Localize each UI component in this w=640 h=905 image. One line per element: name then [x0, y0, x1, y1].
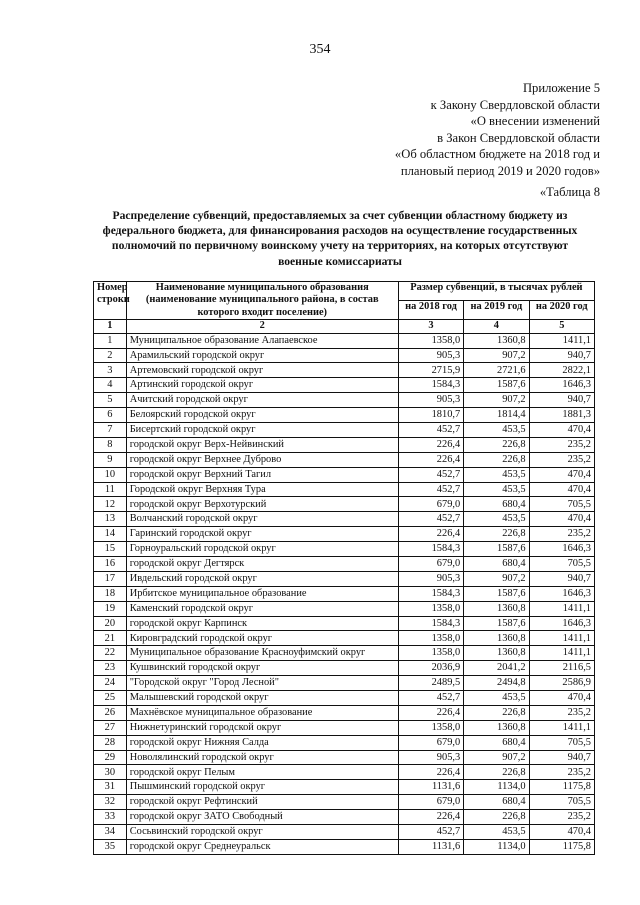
appendix-line: к Закону Свердловской области	[430, 97, 600, 112]
header-year-2020: на 2020 год	[529, 301, 594, 320]
subsidy-2020: 1411,1	[529, 720, 594, 735]
subsidy-2019: 1360,8	[464, 720, 529, 735]
subsidy-2020: 2822,1	[529, 363, 594, 378]
row-number: 21	[94, 631, 127, 646]
table-row	[94, 720, 595, 735]
municipality-name: городской округ Рефтинский	[126, 795, 398, 810]
header-year-2019: на 2019 год	[464, 301, 529, 320]
appendix-line: в Закон Свердловской области	[437, 130, 600, 145]
municipality-name: городской округ Верхнее Дуброво	[126, 452, 398, 467]
row-number: 14	[94, 527, 127, 542]
subsidy-2020: 705,5	[529, 795, 594, 810]
row-number: 4	[94, 378, 127, 393]
subsidy-2018: 1584,3	[398, 378, 463, 393]
row-number: 10	[94, 467, 127, 482]
municipality-name: городской округ Верх-Нейвинский	[126, 437, 398, 452]
subsidy-2019: 226,8	[464, 765, 529, 780]
municipality-name: Арамильский городской округ	[126, 348, 398, 363]
table-row	[94, 437, 595, 452]
row-number: 22	[94, 646, 127, 661]
subsidy-2020: 1411,1	[529, 333, 594, 348]
subsidy-2020: 235,2	[529, 705, 594, 720]
page-number: 354	[309, 42, 331, 57]
row-number: 26	[94, 705, 127, 720]
municipality-name: Городской округ Верхняя Тура	[126, 482, 398, 497]
row-number: 9	[94, 452, 127, 467]
subsidy-2018: 226,4	[398, 705, 463, 720]
subsidy-2020: 1411,1	[529, 601, 594, 616]
table-row	[94, 497, 595, 512]
subsidy-2019: 1814,4	[464, 408, 529, 423]
table-row	[94, 586, 595, 601]
municipality-name: городской округ Дегтярск	[126, 556, 398, 571]
row-number: 23	[94, 661, 127, 676]
subsidy-2020: 940,7	[529, 571, 594, 586]
subsidy-2020: 1646,3	[529, 586, 594, 601]
row-number: 18	[94, 586, 127, 601]
subsidy-2018: 1358,0	[398, 646, 463, 661]
subsidy-2020: 2586,9	[529, 676, 594, 691]
table-body	[94, 333, 595, 854]
subsidy-2018: 452,7	[398, 825, 463, 840]
table-row	[94, 676, 595, 691]
municipality-name: Каменский городской округ	[126, 601, 398, 616]
table-row	[94, 393, 595, 408]
subsidy-2018: 679,0	[398, 556, 463, 571]
subsidy-2018: 905,3	[398, 571, 463, 586]
row-number: 12	[94, 497, 127, 512]
municipality-name: городской округ Верхотурский	[126, 497, 398, 512]
municipality-name: городской округ Пелым	[126, 765, 398, 780]
municipality-name: Волчанский городской округ	[126, 512, 398, 527]
column-index: 3	[398, 320, 463, 333]
subsidy-2020: 1646,3	[529, 542, 594, 557]
subsidy-2018: 1584,3	[398, 542, 463, 557]
row-number: 20	[94, 616, 127, 631]
subsidy-2018: 226,4	[398, 452, 463, 467]
row-number: 11	[94, 482, 127, 497]
table-row	[94, 348, 595, 363]
subsidy-2018: 1358,0	[398, 601, 463, 616]
row-number: 25	[94, 691, 127, 706]
row-number: 8	[94, 437, 127, 452]
row-number: 33	[94, 810, 127, 825]
municipality-name: городской округ Нижняя Салда	[126, 735, 398, 750]
table-row	[94, 333, 595, 348]
municipality-name: городской округ Среднеуральск	[126, 839, 398, 854]
subsidy-2019: 2494,8	[464, 676, 529, 691]
subsidy-2018: 1810,7	[398, 408, 463, 423]
row-number: 13	[94, 512, 127, 527]
appendix-line: плановый период 2019 и 2020 годов»	[400, 163, 600, 178]
header-row-number: Номер строки	[94, 282, 127, 320]
row-number: 35	[94, 839, 127, 854]
table-row	[94, 795, 595, 810]
subsidy-2020: 940,7	[529, 750, 594, 765]
subsidy-2019: 1360,8	[464, 601, 529, 616]
subsidy-2020: 470,4	[529, 512, 594, 527]
appendix-line: «Об областном бюджете на 2018 год и	[394, 147, 600, 162]
municipality-name: Артинский городской округ	[126, 378, 398, 393]
table-row	[94, 571, 595, 586]
table-row	[94, 661, 595, 676]
table-label: «Таблица 8	[539, 185, 600, 199]
subsidy-2019: 907,2	[464, 750, 529, 765]
municipality-name: Сосьвинский городской округ	[126, 825, 398, 840]
subsidy-2018: 905,3	[398, 393, 463, 408]
subsidy-2020: 940,7	[529, 393, 594, 408]
subsidy-2019: 680,4	[464, 735, 529, 750]
subsidy-2018: 452,7	[398, 482, 463, 497]
header-year-2018: на 2018 год	[398, 301, 463, 320]
municipality-name: Ивдельский городской округ	[126, 571, 398, 586]
subsidy-2018: 1358,0	[398, 720, 463, 735]
subsidy-2019: 1587,6	[464, 586, 529, 601]
row-number: 6	[94, 408, 127, 423]
header-subsidy-size: Размер субвенций, в тысячах рублей	[398, 282, 594, 301]
subsidy-2019: 907,2	[464, 571, 529, 586]
subsidy-2020: 1646,3	[529, 378, 594, 393]
row-number: 19	[94, 601, 127, 616]
table-row	[94, 408, 595, 423]
appendix-line: Приложение 5	[522, 81, 600, 95]
subsidy-2019: 226,8	[464, 810, 529, 825]
subsidy-2018: 2489,5	[398, 676, 463, 691]
table-row	[94, 527, 595, 542]
table-row	[94, 422, 595, 437]
subsidy-2020: 470,4	[529, 482, 594, 497]
subsidy-2020: 235,2	[529, 452, 594, 467]
subsidy-table	[93, 281, 595, 855]
municipality-name: городской округ ЗАТО Свободный	[126, 810, 398, 825]
subsidy-2019: 226,8	[464, 527, 529, 542]
subsidy-2018: 1358,0	[398, 333, 463, 348]
row-number: 31	[94, 780, 127, 795]
row-number: 28	[94, 735, 127, 750]
subsidy-2018: 452,7	[398, 422, 463, 437]
row-number: 34	[94, 825, 127, 840]
subsidy-2019: 2041,2	[464, 661, 529, 676]
appendix-line: «О внесении изменений	[470, 114, 600, 129]
row-number: 16	[94, 556, 127, 571]
subsidy-2019: 1360,8	[464, 646, 529, 661]
row-number: 29	[94, 750, 127, 765]
municipality-name: Бисертский городской округ	[126, 422, 398, 437]
table-row	[94, 839, 595, 854]
subsidy-2018: 226,4	[398, 810, 463, 825]
column-index: 5	[529, 320, 594, 333]
subsidy-2019: 680,4	[464, 556, 529, 571]
table-row	[94, 616, 595, 631]
subsidy-2018: 226,4	[398, 527, 463, 542]
subsidy-2020: 705,5	[529, 735, 594, 750]
subsidy-2020: 470,4	[529, 825, 594, 840]
row-number: 30	[94, 765, 127, 780]
column-index-row	[94, 320, 595, 333]
subsidy-2018: 1131,6	[398, 780, 463, 795]
subsidy-2019: 2721,6	[464, 363, 529, 378]
table-row	[94, 825, 595, 840]
row-number: 32	[94, 795, 127, 810]
subsidy-2019: 680,4	[464, 795, 529, 810]
subsidy-2018: 679,0	[398, 795, 463, 810]
table-row	[94, 691, 595, 706]
subsidy-2020: 235,2	[529, 765, 594, 780]
subsidy-2018: 452,7	[398, 512, 463, 527]
table-row	[94, 452, 595, 467]
subsidy-2019: 453,5	[464, 512, 529, 527]
table-row	[94, 556, 595, 571]
subsidy-2020: 1175,8	[529, 839, 594, 854]
table-row	[94, 378, 595, 393]
row-number: 2	[94, 348, 127, 363]
subsidy-2020: 1881,3	[529, 408, 594, 423]
subsidy-2020: 470,4	[529, 422, 594, 437]
subsidy-2018: 226,4	[398, 437, 463, 452]
subsidy-2018: 2036,9	[398, 661, 463, 676]
municipality-name: Пышминский городской округ	[126, 780, 398, 795]
municipality-name: городской округ Верхний Тагил	[126, 467, 398, 482]
municipality-name: Малышевский городской округ	[126, 691, 398, 706]
subsidy-2018: 679,0	[398, 497, 463, 512]
subsidy-2018: 1584,3	[398, 586, 463, 601]
table-row	[94, 705, 595, 720]
column-index: 4	[464, 320, 529, 333]
row-number: 27	[94, 720, 127, 735]
subsidy-2020: 235,2	[529, 810, 594, 825]
subsidy-2019: 226,8	[464, 437, 529, 452]
subsidy-2019: 453,5	[464, 482, 529, 497]
row-number: 3	[94, 363, 127, 378]
table-row	[94, 601, 595, 616]
subsidy-2019: 453,5	[464, 825, 529, 840]
municipality-name: Гаринский городской округ	[126, 527, 398, 542]
subsidy-2019: 453,5	[464, 422, 529, 437]
subsidy-2018: 1584,3	[398, 616, 463, 631]
municipality-name: Муниципальное образование Алапаевское	[126, 333, 398, 348]
municipality-name: Горноуральский городской округ	[126, 542, 398, 557]
municipality-name: Ирбитское муниципальное образование	[126, 586, 398, 601]
document-title: Распределение субвенций, предоставляемых за счет субвенции областному бюджету из федерального бюджета, для финансирования расходов на осуществление государственных полномочий по первичному воинскому учету на территориях, на которых отсутствуют военные комиссариаты	[102, 209, 578, 268]
subsidy-2020: 705,5	[529, 556, 594, 571]
table-row	[94, 482, 595, 497]
subsidy-2018: 1131,6	[398, 839, 463, 854]
subsidy-2020: 2116,5	[529, 661, 594, 676]
table-row	[94, 646, 595, 661]
table-row	[94, 810, 595, 825]
subsidy-2019: 226,8	[464, 452, 529, 467]
municipality-name: "Городской округ "Город Лесной"	[126, 676, 398, 691]
municipality-name: Ачитский городской округ	[126, 393, 398, 408]
subsidy-2019: 1360,8	[464, 333, 529, 348]
subsidy-2018: 1358,0	[398, 631, 463, 646]
row-number: 15	[94, 542, 127, 557]
row-number: 17	[94, 571, 127, 586]
subsidy-2020: 470,4	[529, 467, 594, 482]
row-number: 24	[94, 676, 127, 691]
subsidy-2019: 453,5	[464, 467, 529, 482]
municipality-name: Кушвинский городской округ	[126, 661, 398, 676]
table-row	[94, 780, 595, 795]
subsidy-2019: 1587,6	[464, 542, 529, 557]
subsidy-2018: 679,0	[398, 735, 463, 750]
subsidy-2018: 452,7	[398, 691, 463, 706]
table-row	[94, 467, 595, 482]
subsidy-2020: 1175,8	[529, 780, 594, 795]
municipality-name: Нижнетуринский городской округ	[126, 720, 398, 735]
table-row	[94, 631, 595, 646]
table-row	[94, 765, 595, 780]
table-row	[94, 363, 595, 378]
subsidy-2018: 226,4	[398, 765, 463, 780]
subsidy-2019: 907,2	[464, 393, 529, 408]
subsidy-2019: 1587,6	[464, 378, 529, 393]
municipality-name: Белоярский городской округ	[126, 408, 398, 423]
subsidy-2019: 453,5	[464, 691, 529, 706]
municipality-name: Муниципальное образование Красноуфимский округ	[126, 646, 398, 661]
municipality-name: Артемовский городской округ	[126, 363, 398, 378]
subsidy-2020: 1411,1	[529, 646, 594, 661]
subsidy-2019: 1134,0	[464, 839, 529, 854]
table-row	[94, 750, 595, 765]
table-row	[94, 512, 595, 527]
column-index: 2	[126, 320, 398, 333]
subsidy-2018: 905,3	[398, 750, 463, 765]
subsidy-2020: 235,2	[529, 527, 594, 542]
subsidy-2019: 226,8	[464, 705, 529, 720]
row-number: 1	[94, 333, 127, 348]
subsidy-2020: 1646,3	[529, 616, 594, 631]
row-number: 5	[94, 393, 127, 408]
municipality-name: городской округ Карпинск	[126, 616, 398, 631]
column-index: 1	[94, 320, 127, 333]
table-row	[94, 735, 595, 750]
appendix-header	[395, 80, 600, 180]
table-row	[94, 542, 595, 557]
subsidy-2018: 905,3	[398, 348, 463, 363]
subsidy-2020: 1411,1	[529, 631, 594, 646]
municipality-name: Новолялинский городской округ	[126, 750, 398, 765]
subsidy-2018: 452,7	[398, 467, 463, 482]
row-number: 7	[94, 422, 127, 437]
subsidy-2020: 940,7	[529, 348, 594, 363]
subsidy-2019: 680,4	[464, 497, 529, 512]
subsidy-2018: 2715,9	[398, 363, 463, 378]
subsidy-2019: 1134,0	[464, 780, 529, 795]
municipality-name: Кировградский городской округ	[126, 631, 398, 646]
subsidy-2019: 907,2	[464, 348, 529, 363]
header-municipality-name: Наименование муниципального образования (наименование муниципального района, в состав которого входит поселение)	[126, 282, 398, 320]
subsidy-2020: 470,4	[529, 691, 594, 706]
subsidy-2020: 235,2	[529, 437, 594, 452]
subsidy-2019: 1360,8	[464, 631, 529, 646]
subsidy-2020: 705,5	[529, 497, 594, 512]
subsidy-2019: 1587,6	[464, 616, 529, 631]
municipality-name: Махнёвское муниципальное образование	[126, 705, 398, 720]
